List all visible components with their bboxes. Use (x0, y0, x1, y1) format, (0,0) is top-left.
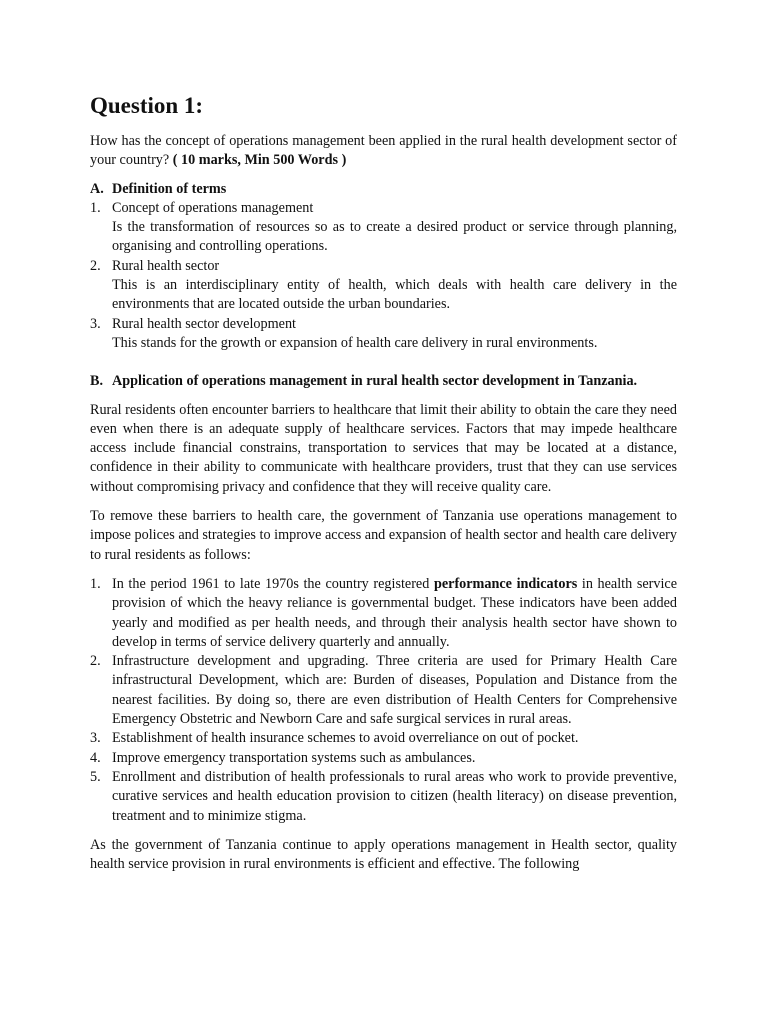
definition-term: Rural health sector (112, 257, 220, 274)
question-title: Question 1: (90, 93, 204, 118)
application-text: Improve emergency transportation systems such as ambulances. (112, 749, 476, 766)
question-intro (90, 132, 677, 171)
application-text: Establishment of health insurance schemes to avoid overreliance on out of pocket. (112, 730, 579, 747)
section-a-heading (90, 180, 677, 199)
definition-term: Rural health sector development (112, 315, 296, 332)
application-text: Infrastructure development and upgrading. Three criteria are used for Primary Health Care infrastructural Development, which are: Burden of diseases, Population and Distance from the nearest facilities. By doing so, there are even distribution of Health Centers for Comprehensive Emergency Obstetric and Newborn Care and safe surgical services in rural areas. (112, 653, 677, 728)
definition-item (90, 199, 677, 257)
question-marks: ( 10 marks, Min 500 Words ) (172, 152, 347, 169)
application-item (90, 652, 677, 729)
definition-number: 1. (90, 199, 101, 216)
definition-description: This stands for the growth or expansion of health care delivery in rural environments. (112, 334, 598, 351)
paragraph-measures-intro: To remove these barriers to health care, the government of Tanzania use operations management to impose polices and strategies to improve access and expansion of health sector and health care delivery to rural residents as follows: (90, 508, 677, 563)
definitions-list (90, 199, 677, 353)
application-item (90, 768, 677, 826)
section-b-heading (90, 372, 677, 391)
application-text: Enrollment and distribution of health professionals to rural areas who work to provide preventive, curative services and health education provision to citizen (health literacy) on disease prevention, treatment and to minimize stigma. (112, 768, 677, 824)
definition-term: Concept of operations management (112, 199, 314, 216)
question-text: How has the concept of operations management been applied in the rural health development sector of your country? (90, 133, 677, 169)
application-item (90, 575, 677, 652)
application-number: 5. (90, 768, 101, 785)
application-number: 2. (90, 653, 101, 670)
application-number: 3. (90, 730, 101, 747)
application-number: 4. (90, 749, 101, 766)
definition-number: 3. (90, 315, 101, 332)
paragraph-barriers: Rural residents often encounter barriers to healthcare that limit their ability to obtain the care they need even when there is an adequate supply of healthcare services. Factors that may impede healthcare access include financial constrains, transportation to services that may be located at a distance, confidence in their ability to communicate with healthcare providers, trust that they can use services without compromising privacy and confidence that they will receive quality care. (90, 401, 677, 495)
application-text: in health service provision of which the heavy reliance is governmental budget. These indicators have been added yearly and modified as per health needs, and through their analysis health sector have shown to develop in terms of service delivery quarterly and annually. (112, 575, 677, 650)
section-b-title: Application of operations management in rural health sector development in Tanzania. (112, 373, 638, 390)
document-page (90, 92, 677, 874)
application-number: 1. (90, 575, 101, 592)
definition-item (90, 257, 677, 315)
definition-item (90, 315, 677, 354)
application-item (90, 729, 677, 748)
section-b-marker: B. (90, 373, 104, 390)
definition-description: This is an interdisciplinary entity of health, which deals with health care delivery in the environments that are located outside the urban boundaries. (112, 277, 677, 313)
application-text: In the period 1961 to late 1970s the country registered (112, 575, 434, 592)
paragraph-closing: As the government of Tanzania continue to apply operations management in Health sector, quality health service provision in rural environments is efficient and effective. The following (90, 836, 677, 873)
definition-description: Is the transformation of resources so as to create a desired product or service through planning, organising and controlling operations. (112, 219, 677, 255)
definition-number: 2. (90, 257, 101, 274)
section-a-title: Definition of terms (112, 180, 227, 197)
application-item (90, 749, 677, 768)
section-a-marker: A. (90, 180, 104, 197)
application-emphasis: performance indicators (433, 575, 578, 592)
application-list (90, 575, 677, 826)
